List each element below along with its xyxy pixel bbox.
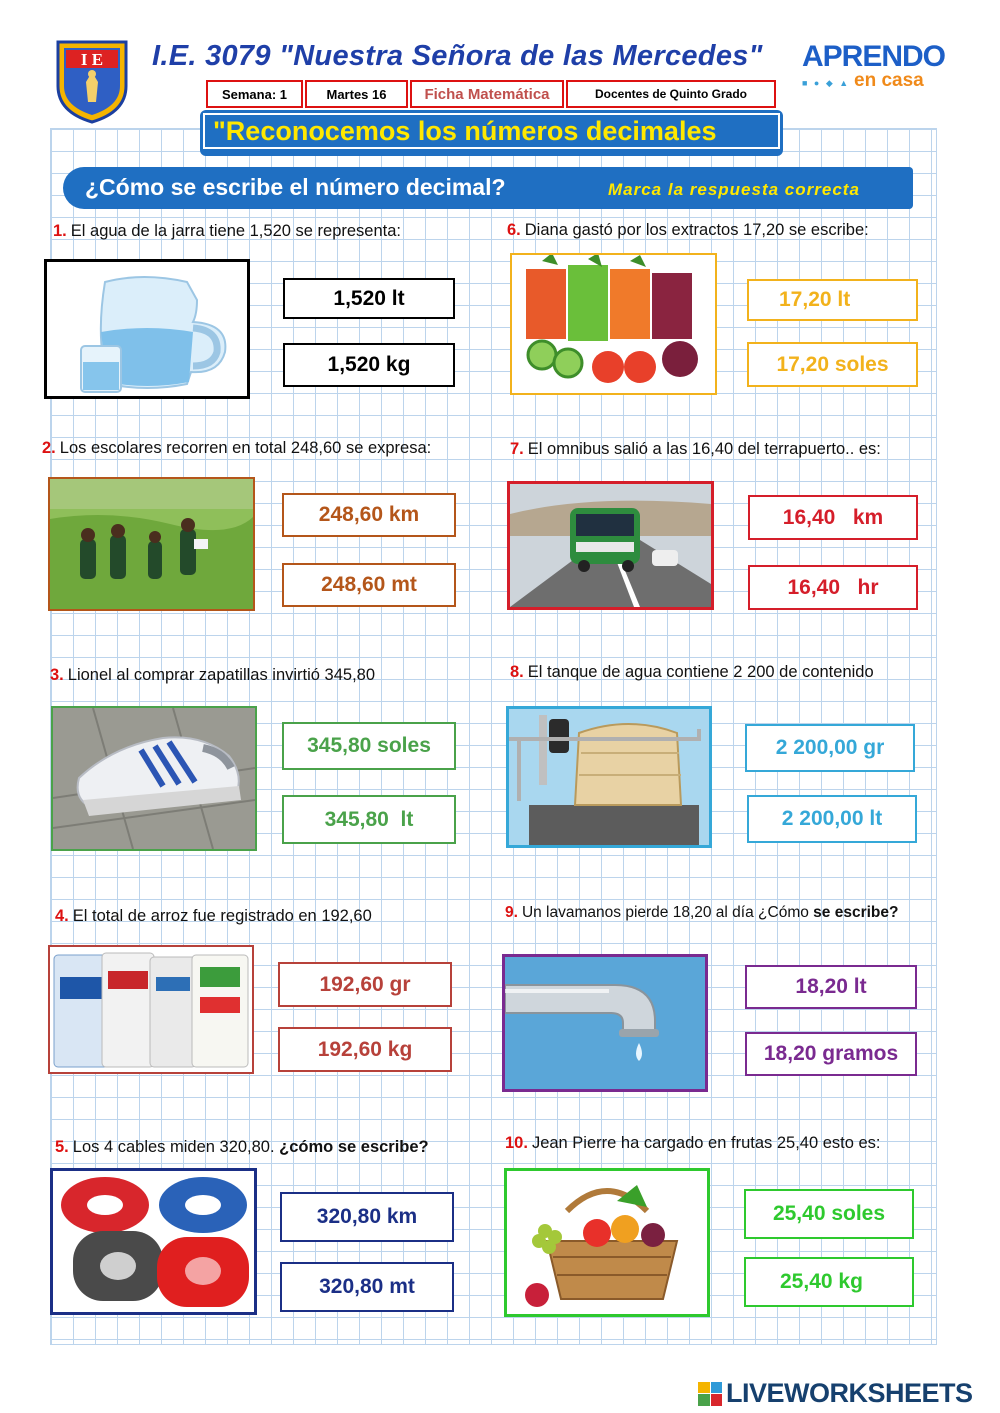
date-cell: Martes 16 xyxy=(305,80,408,108)
exercise-8-option-1[interactable]: 2 200,00 gr xyxy=(745,724,915,772)
students-field-icon xyxy=(48,477,255,611)
exercise-9-option-1[interactable]: 18,20 lt xyxy=(745,965,917,1009)
week-cell: Semana: 1 xyxy=(206,80,303,108)
exercise-4-option-2[interactable]: 192,60 kg xyxy=(278,1027,452,1072)
liveworksheets-text: LIVEWORKSHEETS xyxy=(726,1378,973,1408)
teachers-cell: Docentes de Quinto Grado xyxy=(566,80,776,108)
fruit-basket-icon xyxy=(504,1168,710,1317)
exercise-7-option-2[interactable]: 16,40 hr xyxy=(748,565,918,610)
exercise-3-option-2[interactable]: 345,80 lt xyxy=(282,795,456,844)
exercise-7-prompt: 7. El omnibus salió a las 16,40 del terrapuerto.. es: xyxy=(510,440,881,458)
exercise-2-option-1[interactable]: 248,60 km xyxy=(282,493,456,537)
info-row xyxy=(206,80,778,108)
exercise-4-option-1[interactable]: 192,60 gr xyxy=(278,962,452,1007)
exercise-5-prompt: 5. Los 4 cables miden 320,80. ¿cómo se escribe? xyxy=(55,1138,429,1156)
exercise-3-option-1[interactable]: 345,80 soles xyxy=(282,722,456,770)
cable-rolls-icon xyxy=(50,1168,257,1315)
exercise-4-prompt: 4. El total de arroz fue registrado en 192,60 xyxy=(55,907,372,925)
water-tank-icon xyxy=(506,706,712,848)
school-crest-icon xyxy=(52,38,132,124)
exercise-9-prompt: 9. Un lavamanos pierde 18,20 al día ¿Cómo se escribe? xyxy=(505,904,899,921)
exercise-6-option-2[interactable]: 17,20 soles xyxy=(747,342,918,387)
liveworksheets-logo xyxy=(698,1378,973,1409)
exercise-3-prompt: 3. Lionel al comprar zapatillas invirtió 345,80 xyxy=(50,666,376,684)
exercise-1-prompt: 1. El agua de la jarra tiene 1,520 se representa: xyxy=(53,222,401,240)
aprendo-en-casa-logo: APRENDO en casa ■ ● ◆ ▲ xyxy=(802,40,946,91)
sheet-cell: Ficha Matemática xyxy=(410,80,564,108)
exercise-1-option-1[interactable]: 1,520 lt xyxy=(283,278,455,319)
exercise-7-option-1[interactable]: 16,40 km xyxy=(748,495,918,540)
exercise-9-option-2[interactable]: 18,20 gramos xyxy=(745,1032,917,1076)
rice-bags-icon xyxy=(48,945,254,1074)
exercise-2-option-2[interactable]: 248,60 mt xyxy=(282,563,456,607)
question-banner xyxy=(63,167,913,209)
exercise-8-option-2[interactable]: 2 200,00 lt xyxy=(747,795,917,843)
exercise-10-prompt: 10. Jean Pierre ha cargado en frutas 25,40 esto es: xyxy=(505,1134,881,1152)
exercise-8-prompt: 8. El tanque de agua contiene 2 200 de contenido xyxy=(510,663,874,681)
exercise-5-option-1[interactable]: 320,80 km xyxy=(280,1192,454,1242)
exercise-10-option-1[interactable]: 25,40 soles xyxy=(744,1189,914,1239)
colored-dots-icon: ■ ● ◆ ▲ xyxy=(802,78,851,88)
lesson-title: "Reconocemos los números decimales xyxy=(200,110,783,156)
exercise-6-prompt: 6. Diana gastó por los extractos 17,20 se escribe: xyxy=(507,221,869,239)
liveworksheets-icon xyxy=(698,1382,722,1406)
question-text: ¿Cómo se escribe el número decimal? xyxy=(85,174,506,200)
exercise-10-option-2[interactable]: 25,40 kg xyxy=(744,1257,914,1307)
juices-icon xyxy=(510,253,717,395)
exercise-5-option-2[interactable]: 320,80 mt xyxy=(280,1262,454,1312)
school-title: I.E. 3079 "Nuestra Señora de las Mercedes" xyxy=(152,40,763,72)
bus-icon xyxy=(507,481,714,610)
instruction-text: Marca la respuesta correcta xyxy=(608,180,860,199)
sneaker-icon xyxy=(51,706,257,851)
water-jug-icon xyxy=(44,259,250,399)
faucet-icon xyxy=(502,954,708,1092)
svg-text:I E: I E xyxy=(80,50,104,69)
exercise-6-option-1[interactable]: 17,20 lt xyxy=(747,279,918,321)
exercise-2-prompt: 2. Los escolares recorren en total 248,60 se expresa: xyxy=(42,439,432,457)
exercise-1-option-2[interactable]: 1,520 kg xyxy=(283,343,455,387)
